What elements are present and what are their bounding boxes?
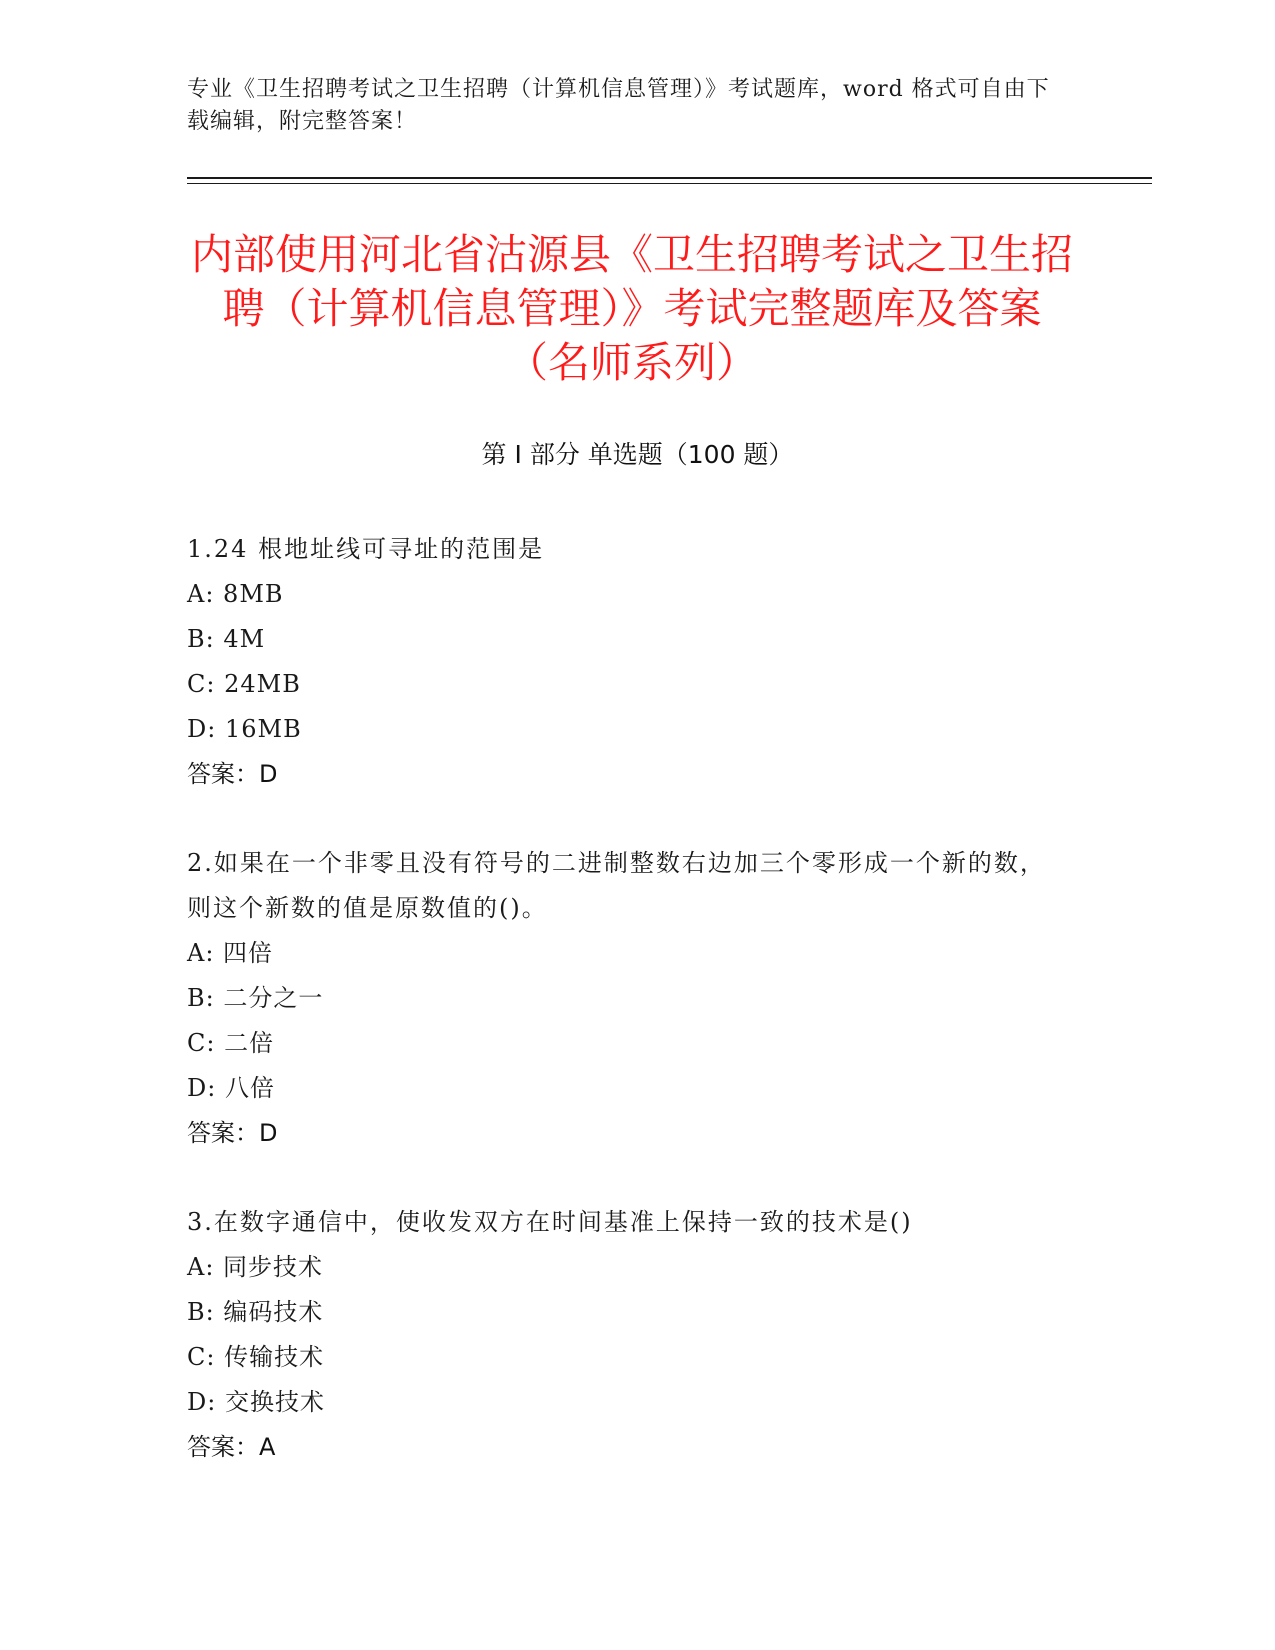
option-b: B: 编码技术 <box>187 1298 324 1326</box>
question-stem: 2.如果在一个非零且没有符号的二进制整数右边加三个零形成一个新的数，则这个新数的值是原数值的()。 <box>187 849 1046 922</box>
option-b: B: 4M <box>187 625 266 653</box>
question-item <box>187 841 1067 1156</box>
option-a: A: 8MB <box>187 580 284 608</box>
document-title: 内部使用河北省沽源县《卫生招聘考试之卫生招聘（计算机信息管理）》考试完整题库及答案（名师系列） <box>190 230 1073 387</box>
option-a: A: 同步技术 <box>187 1253 324 1281</box>
header-divider-thin <box>187 183 1152 184</box>
option-d: D: 交换技术 <box>187 1388 325 1416</box>
question-item <box>187 527 1067 797</box>
option-a: A: 四倍 <box>187 939 274 967</box>
option-c: C: 24MB <box>187 670 301 698</box>
option-d: D: 16MB <box>187 715 302 743</box>
question-list <box>187 527 1067 1514</box>
section-heading: 第 I 部分 单选题（100 题） <box>481 440 794 469</box>
question-stem: 3.在数字通信中，使收发双方在时间基准上保持一致的技术是() <box>187 1208 913 1236</box>
question-item <box>187 1200 1067 1470</box>
option-b: B: 二分之一 <box>187 984 324 1012</box>
option-c: C: 二倍 <box>187 1029 275 1057</box>
option-d: D: 八倍 <box>187 1074 275 1102</box>
header-divider-thick <box>187 177 1152 179</box>
answer-line: 答案：A <box>187 1433 276 1461</box>
option-c: C: 传输技术 <box>187 1343 325 1371</box>
header-note: 专业《卫生招聘考试之卫生招聘（计算机信息管理）》考试题库，word 格式可自由下载编辑，附完整答案！ <box>187 77 1050 134</box>
question-stem: 1.24 根地址线可寻址的范围是 <box>187 535 545 563</box>
answer-line: 答案：D <box>187 1119 278 1147</box>
answer-line: 答案：D <box>187 760 278 788</box>
